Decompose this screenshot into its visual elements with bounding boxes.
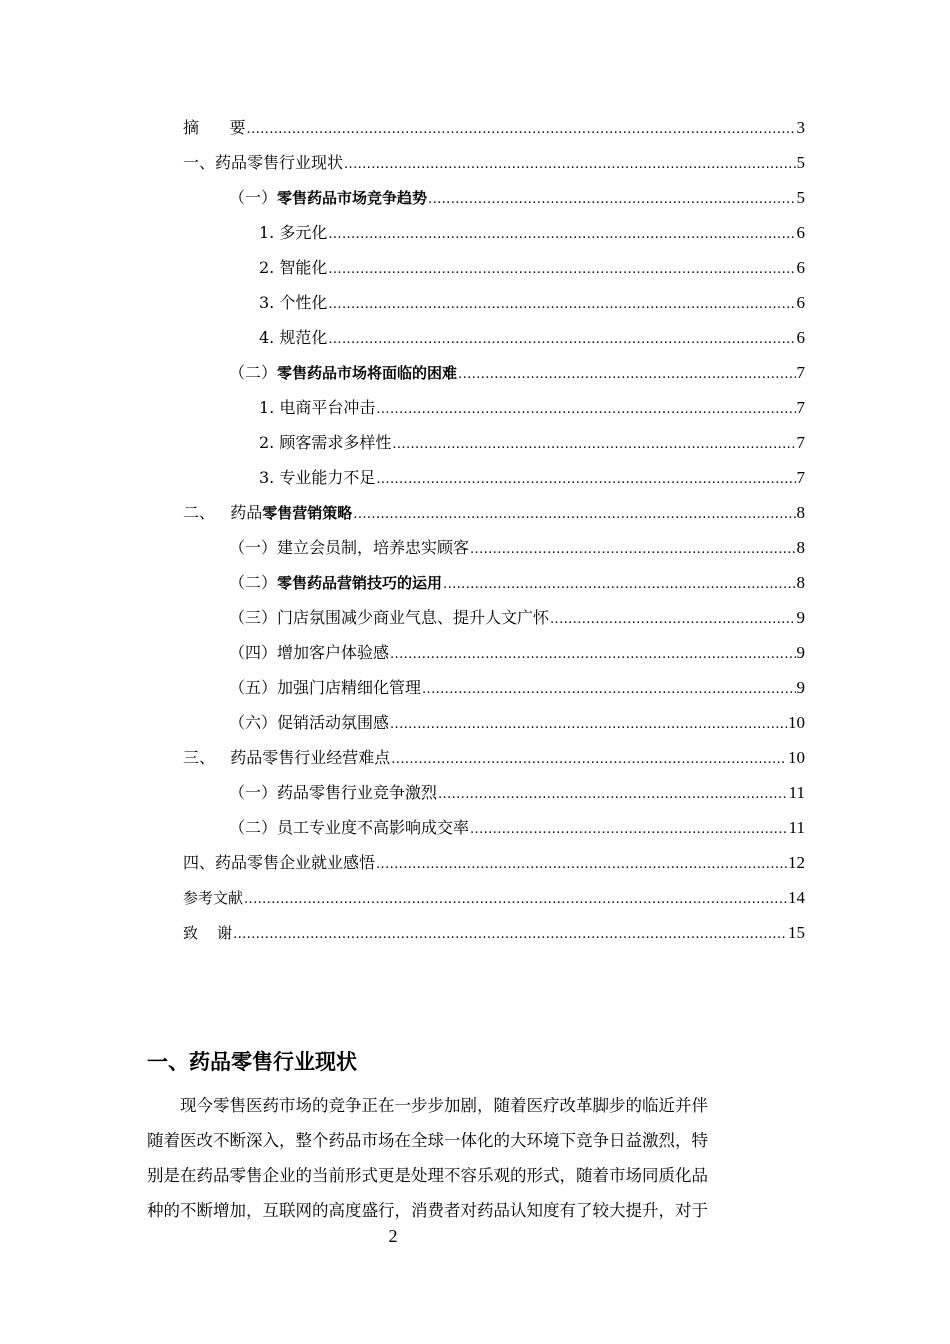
toc-entry-label: （四）增加客户体验感 [229, 643, 390, 662]
toc-entry-label-bold: 零售药品营销技巧的运用 [277, 574, 443, 592]
toc-leader-dots [390, 642, 795, 668]
paragraph-line: 别是在药品零售企业的当前形式更是处理不容乐观的形式，随着市场同质化品 [147, 1166, 708, 1185]
toc-leader-dots [550, 607, 795, 633]
toc-leader-dots [422, 677, 795, 703]
toc-leader-dots [391, 747, 787, 773]
toc-entry-2-1[interactable] [229, 535, 805, 561]
toc-entry-label: 2. 顾客需求多样性 [259, 433, 392, 452]
toc-entry-2-6[interactable] [229, 710, 805, 736]
toc-page-number: 6 [796, 258, 805, 277]
toc-page-number: 6 [796, 328, 805, 347]
toc-entry-references[interactable] [183, 885, 805, 911]
toc-entry-label: 三、 药品零售行业经营难点 [183, 748, 391, 767]
toc-entry-label-bold: 零售药品市场竞争趋势 [277, 189, 428, 207]
toc-entry-1-2[interactable] [229, 360, 805, 386]
toc-leader-dots [392, 432, 795, 458]
toc-entry-label: 4. 规范化 [259, 328, 328, 347]
toc-leader-dots [328, 257, 795, 283]
toc-entry-label: 1. 多元化 [259, 223, 328, 242]
toc-page-number: 8 [796, 573, 805, 592]
toc-entry-label: 致 谢 [183, 924, 233, 942]
toc-leader-dots [353, 502, 795, 528]
toc-entry-3-1[interactable] [229, 780, 805, 806]
toc-entry-1-1-3[interactable] [259, 290, 805, 316]
toc-entry-chapter-2[interactable] [183, 500, 805, 526]
toc-leader-dots [233, 922, 787, 948]
toc-entry-1-2-2[interactable] [259, 430, 805, 456]
toc-page-number: 9 [796, 643, 805, 662]
toc-entry-chapter-3[interactable] [183, 745, 805, 771]
toc-entry-label-bold: 零售药品市场将面临的困难 [277, 364, 458, 382]
toc-entry-label: 3. 专业能力不足 [259, 468, 376, 487]
toc-page-number: 9 [796, 678, 805, 697]
toc-page-number: 10 [788, 748, 805, 767]
section-heading: 一、药品零售行业现状 [147, 1050, 357, 1074]
toc-page-number: 14 [788, 888, 805, 907]
toc-entry-2-5[interactable] [229, 675, 805, 701]
toc-leader-dots [244, 887, 787, 913]
toc-entry-label: 1. 电商平台冲击 [259, 398, 376, 417]
page-number-footer: 2 [388, 1226, 398, 1246]
toc-entry-label: （一） [229, 188, 278, 207]
paragraph-line: 随着医改不断深入，整个药品市场在全球一体化的大环境下竞争日益激烈，特 [147, 1131, 708, 1150]
toc-page-number: 10 [788, 713, 805, 732]
toc-page-number: 6 [796, 293, 805, 312]
toc-page-number: 12 [788, 853, 805, 872]
toc-entry-1-1-4[interactable] [259, 325, 805, 351]
toc-entry-chapter-4[interactable] [183, 850, 805, 876]
toc-entry-3-2[interactable] [229, 815, 805, 841]
toc-leader-dots [470, 537, 795, 563]
toc-entry-label: （六）促销活动氛围感 [229, 713, 390, 732]
toc-entry-label: （二） [229, 573, 278, 592]
toc-page-number: 7 [796, 398, 805, 417]
toc-leader-dots [458, 362, 795, 388]
toc-entry-label: 二、 药品 [183, 503, 263, 522]
toc-page-number: 8 [796, 503, 805, 522]
toc-page-number: 7 [796, 433, 805, 452]
toc-page-number: 7 [796, 468, 805, 487]
paragraph-line: 种的不断增加，互联网的高度盛行，消费者对药品认知度有了较大提升，对于 [147, 1201, 708, 1220]
toc-entry-label: （一）药品零售行业竞争激烈 [229, 783, 438, 802]
toc-page-number: 7 [796, 363, 805, 382]
toc-leader-dots [443, 572, 795, 598]
toc-leader-dots [376, 397, 795, 423]
toc-leader-dots [328, 327, 795, 353]
toc-page-number: 15 [788, 923, 805, 942]
toc-entry-2-2[interactable] [229, 570, 805, 596]
toc-entry-label: 2. 智能化 [259, 258, 328, 277]
section-body-paragraph [147, 1088, 797, 1228]
toc-entry-label-bold: 零售营销策略 [262, 504, 353, 522]
toc-entry-1-2-3[interactable] [259, 465, 805, 491]
toc-page-number: 5 [796, 188, 805, 207]
toc-entry-label: 3. 个性化 [259, 293, 328, 312]
toc-entry-2-3[interactable] [229, 605, 805, 631]
toc-leader-dots [390, 712, 787, 738]
toc-leader-dots [470, 817, 788, 843]
toc-entry-label: 一、药品零售行业现状 [183, 153, 344, 172]
toc-leader-dots [376, 467, 795, 493]
toc-entry-chapter-1[interactable] [183, 150, 805, 176]
toc-page-number: 6 [796, 223, 805, 242]
toc-entry-label: （三）门店氛围减少商业气息、提升人文广怀 [229, 608, 550, 627]
toc-entry-1-1-2[interactable] [259, 255, 805, 281]
toc-entry-label: 参考文献 [183, 889, 244, 907]
toc-entry-label: 摘 要 [183, 118, 246, 137]
toc-entry-label: 四、药品零售企业就业感悟 [183, 853, 376, 872]
toc-entry-1-1-1[interactable] [259, 220, 805, 246]
toc-page-number: 9 [796, 608, 805, 627]
toc-leader-dots [328, 292, 795, 318]
toc-entry-label: （一）建立会员制，培养忠实顾客 [229, 538, 470, 557]
toc-leader-dots [247, 117, 796, 143]
toc-leader-dots [376, 852, 787, 878]
toc-page-number: 11 [788, 818, 805, 837]
toc-page-number: 3 [796, 118, 805, 137]
toc-entry-1-2-1[interactable] [259, 395, 805, 421]
paragraph-line: 现今零售医药市场的竞争正在一步步加剧，随着医疗改革脚步的临近并伴 [180, 1096, 708, 1115]
toc-leader-dots [428, 187, 795, 213]
toc-page-number: 11 [788, 783, 805, 802]
toc-page-number: 5 [796, 153, 805, 172]
toc-leader-dots [438, 782, 788, 808]
toc-entry-2-4[interactable] [229, 640, 805, 666]
toc-entry-acknowledgements[interactable] [183, 920, 805, 946]
toc-leader-dots [328, 222, 795, 248]
toc-entry-abstract[interactable] [183, 115, 805, 141]
toc-entry-label: （二）员工专业度不高影响成交率 [229, 818, 470, 837]
toc-entry-1-1[interactable] [229, 185, 805, 211]
toc-leader-dots [344, 152, 795, 178]
toc-entry-label: （五）加强门店精细化管理 [229, 678, 422, 697]
toc-page-number: 8 [796, 538, 805, 557]
toc-entry-label: （二） [229, 363, 278, 382]
